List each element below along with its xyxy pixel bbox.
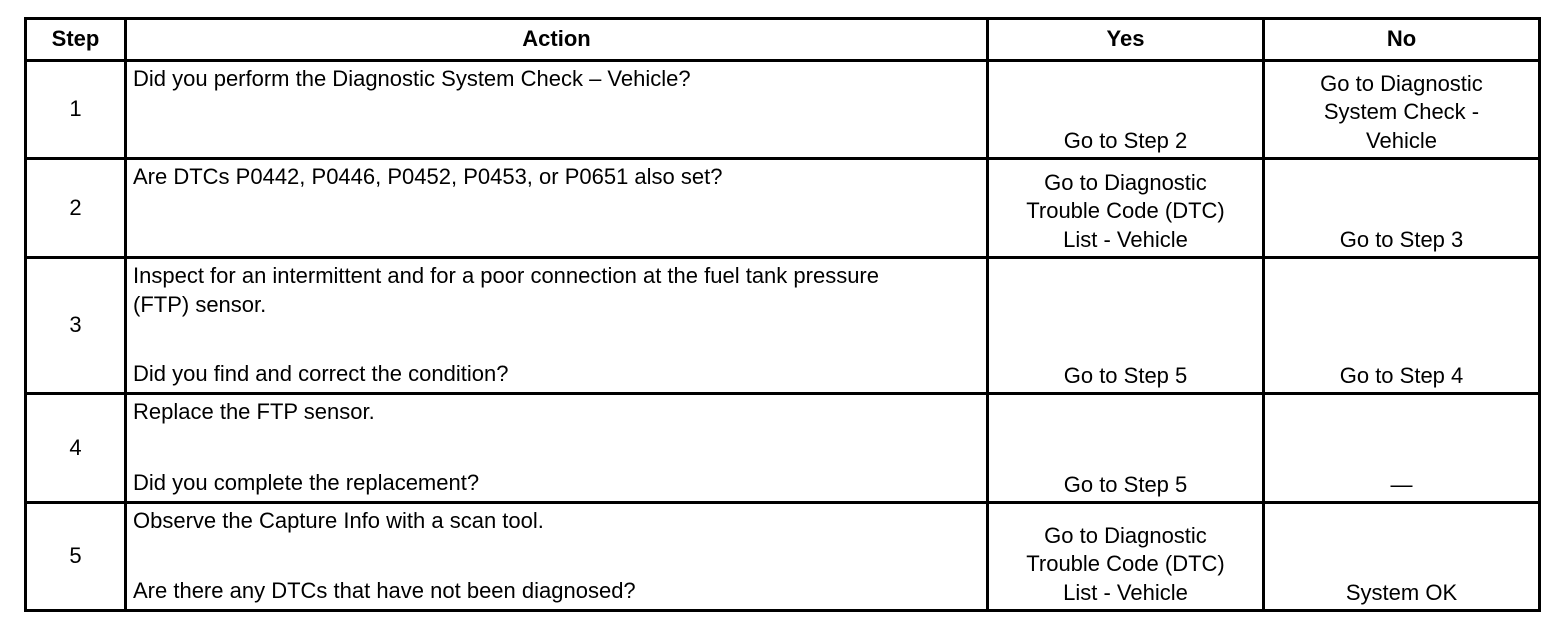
action-line: Are DTCs P0442, P0446, P0452, P0453, or P0651 also set?	[133, 164, 723, 189]
yes-line: Go to Step 2	[1063, 127, 1188, 153]
action-question: Did you find and correct the condition?	[133, 360, 509, 386]
action-text	[133, 507, 980, 536]
action-text	[133, 262, 980, 319]
no-cell	[1264, 394, 1540, 503]
yes-line: Go to Diagnostic	[1044, 169, 1207, 195]
action-cell	[126, 394, 988, 503]
no-line: Go to Step 4	[1339, 362, 1464, 388]
yes-line: Go to Step 5	[1063, 471, 1188, 497]
action-line: Inspect for an intermittent and for a poor connection at the fuel tank pressure	[133, 263, 879, 288]
action-cell	[126, 503, 988, 611]
no-cell	[1264, 159, 1540, 258]
table-row	[26, 159, 1540, 258]
action-text	[133, 65, 980, 94]
table-row	[26, 503, 1540, 611]
action-cell	[126, 159, 988, 258]
header-yes: Yes	[988, 19, 1264, 61]
yes-line: List - Vehicle	[1063, 226, 1188, 252]
no-cell	[1264, 503, 1540, 611]
table-row	[26, 258, 1540, 394]
yes-cell	[988, 61, 1264, 159]
step-number: 4	[26, 394, 126, 503]
action-cell	[126, 61, 988, 159]
diagnostic-table	[24, 17, 1541, 612]
action-line: Replace the FTP sensor.	[133, 399, 375, 424]
no-line: Go to Diagnostic	[1320, 70, 1483, 96]
step-number: 2	[26, 159, 126, 258]
step-number: 1	[26, 61, 126, 159]
action-line: Observe the Capture Info with a scan tool.	[133, 508, 544, 533]
yes-line: Go to Diagnostic	[1044, 522, 1207, 548]
action-question: Are there any DTCs that have not been diagnosed?	[133, 577, 636, 603]
no-line: Go to Step 3	[1339, 226, 1464, 252]
action-question: Did you complete the replacement?	[133, 469, 480, 495]
header-no: No	[1264, 19, 1540, 61]
yes-cell	[988, 159, 1264, 258]
no-line: System Check -	[1323, 99, 1480, 124]
action-line: (FTP) sensor.	[133, 291, 267, 317]
step-number: 3	[26, 258, 126, 394]
action-text	[133, 163, 980, 192]
yes-line: Trouble Code (DTC)	[1026, 198, 1225, 223]
no-cell	[1264, 61, 1540, 159]
yes-cell	[988, 503, 1264, 611]
yes-line: Trouble Code (DTC)	[1026, 551, 1225, 576]
table-row	[26, 394, 1540, 503]
yes-cell	[988, 394, 1264, 503]
action-cell	[126, 258, 988, 394]
yes-line: List - Vehicle	[1063, 579, 1188, 605]
yes-line: Go to Step 5	[1063, 362, 1188, 388]
table-row	[26, 61, 1540, 159]
step-number: 5	[26, 503, 126, 611]
yes-cell	[988, 258, 1264, 394]
action-line: Did you perform the Diagnostic System Check – Vehicle?	[133, 66, 691, 91]
no-line: —	[1390, 471, 1413, 497]
header-row	[26, 19, 1540, 61]
header-action: Action	[126, 19, 988, 61]
header-step: Step	[26, 19, 126, 61]
action-text	[133, 398, 980, 427]
no-cell	[1264, 258, 1540, 394]
no-line: System OK	[1345, 579, 1458, 605]
no-line: Vehicle	[1366, 127, 1437, 153]
